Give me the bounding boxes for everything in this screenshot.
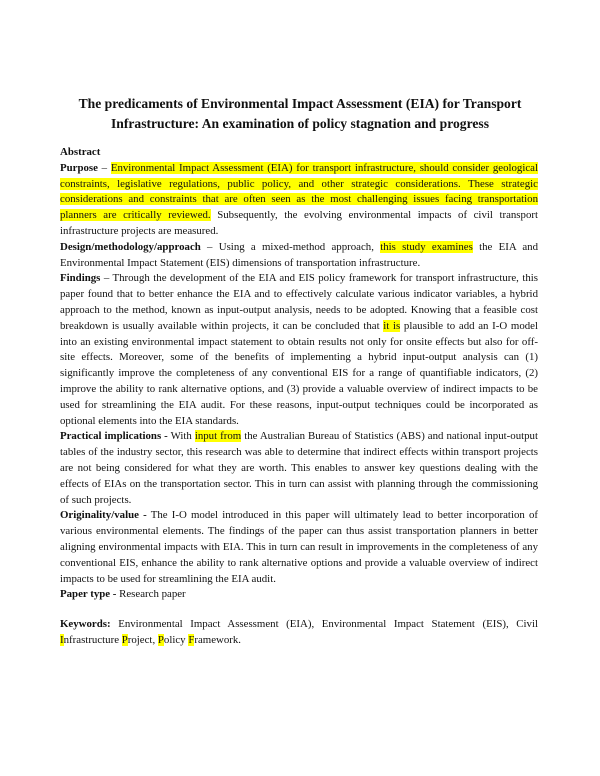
purpose-paragraph	[60, 161, 538, 240]
design-sep: –	[200, 240, 219, 253]
originality-text: The I-O model introduced in this paper will ultimately lead to better incorporation of various environmental elements. The findings of the paper can thus assist transportation planners in better aligning environmental impacts with EIA. This in turn can result in improvements in the completeness of any conventional EIS, enhance the ability to rank alternative options and provide a valuable overview of indirect impacts to be used for streamlining the EIA audit.	[60, 509, 539, 585]
design-after: the EIA and Environmental Impact Statement (EIS) dimensions of transportation infrastructure.	[60, 240, 538, 269]
title-line-2: Infrastructure: An examination of policy stagnation and progress	[110, 116, 489, 131]
abstract-heading-text: Abstract	[60, 146, 101, 158]
originality-label: Originality/value -	[60, 509, 147, 522]
keywords-text: Environmental Impact Assessment (EIA), Environmental Impact Statement (EIS), Civil	[110, 618, 538, 631]
keyword-f-rest: ramework.	[194, 633, 242, 646]
paper-type-paragraph	[60, 587, 538, 603]
keyword-po-highlight: P	[157, 633, 164, 646]
purpose-sep: –	[97, 161, 111, 174]
purpose-label: Purpose	[60, 161, 98, 174]
practical-after: the Australian Bureau of Statistics (ABS) and national input-output tables of the industry sector, this research was able to determine that indirect effects within transport projects are not being considered for what they are worth. This enables to answer key questions dealing with the effects of EIAs on the transportation sector. This in turn can assist with planning through the commissioning of such projects.	[60, 430, 538, 506]
keyword-p-rest: roject,	[127, 633, 158, 646]
practical-before: With	[167, 430, 195, 443]
findings-text-2: plausible to add an I-O model into an existing environmental impact statement to obtain results not only for onsite effects but also for off-site effects. Moreover, some of the benefits of implementing a hybrid input-output analysis can (1) significantly improve the completeness of any conventional EIS for a range of quantifiable indicators, (2) improve the ability to rank alternative options, and (3) provide a valuable overview of indirect impacts to be used for streamlining the EIA audit. For these reasons, input-output techniques could be incorporated as optional elements into the EIA standards.	[60, 319, 538, 427]
practical-paragraph	[60, 429, 538, 508]
design-label: Design/methodology/approach	[60, 240, 201, 253]
purpose-rest: Subsequently, the evolving environmental impacts of civil transport infrastructure projects are measured.	[60, 209, 538, 237]
keyword-p-highlight: P	[121, 633, 128, 646]
design-paragraph	[60, 240, 538, 272]
paper-type-label: Paper type -	[60, 588, 117, 601]
findings-highlight: it is	[383, 319, 401, 332]
abstract-heading	[60, 145, 538, 161]
design-before: Using a mixed-method approach,	[218, 240, 381, 253]
purpose-highlight: Environmental Impact Assessment (EIA) for transport infrastructure, should consider geological constraints, legislative regulations, public policy, and other strategic considerations. These strategic considerations and constraints that are often seen as the most challenging issues facing transportation planners are critically reviewed.	[60, 161, 538, 222]
keyword-i-rest: nfrastructure	[63, 633, 122, 646]
originality-paragraph	[60, 508, 538, 587]
keyword-i-highlight: I	[60, 633, 64, 646]
paper-type-text: Research paper	[116, 588, 186, 601]
findings-paragraph	[60, 271, 538, 429]
keywords-label: Keywords:	[60, 618, 111, 631]
findings-text-1: – Through the development of the EIA and EIS policy framework for transport infrastructure, this paper found that to better enhance the EIA and to effectively calculate various indicator variables, a hybrid approach to the method, known as input-output analysis, needs to be adopted. Knowing that a feasible cost breakdown is usually available within projects, it can be concluded that	[60, 272, 538, 332]
design-highlight: this study examines	[380, 240, 473, 253]
practical-label: Practical implications -	[60, 430, 168, 443]
keyword-po-rest: olicy	[163, 633, 189, 646]
keywords-paragraph	[60, 617, 538, 649]
title-line-1: The predicaments of Environmental Impact Assessment (EIA) for Transport	[78, 96, 522, 111]
practical-highlight: input from	[194, 430, 242, 443]
findings-label: Findings	[60, 272, 101, 285]
keyword-f-highlight: F	[188, 633, 195, 646]
abstract-body	[60, 145, 538, 649]
paper-title	[50, 94, 550, 134]
